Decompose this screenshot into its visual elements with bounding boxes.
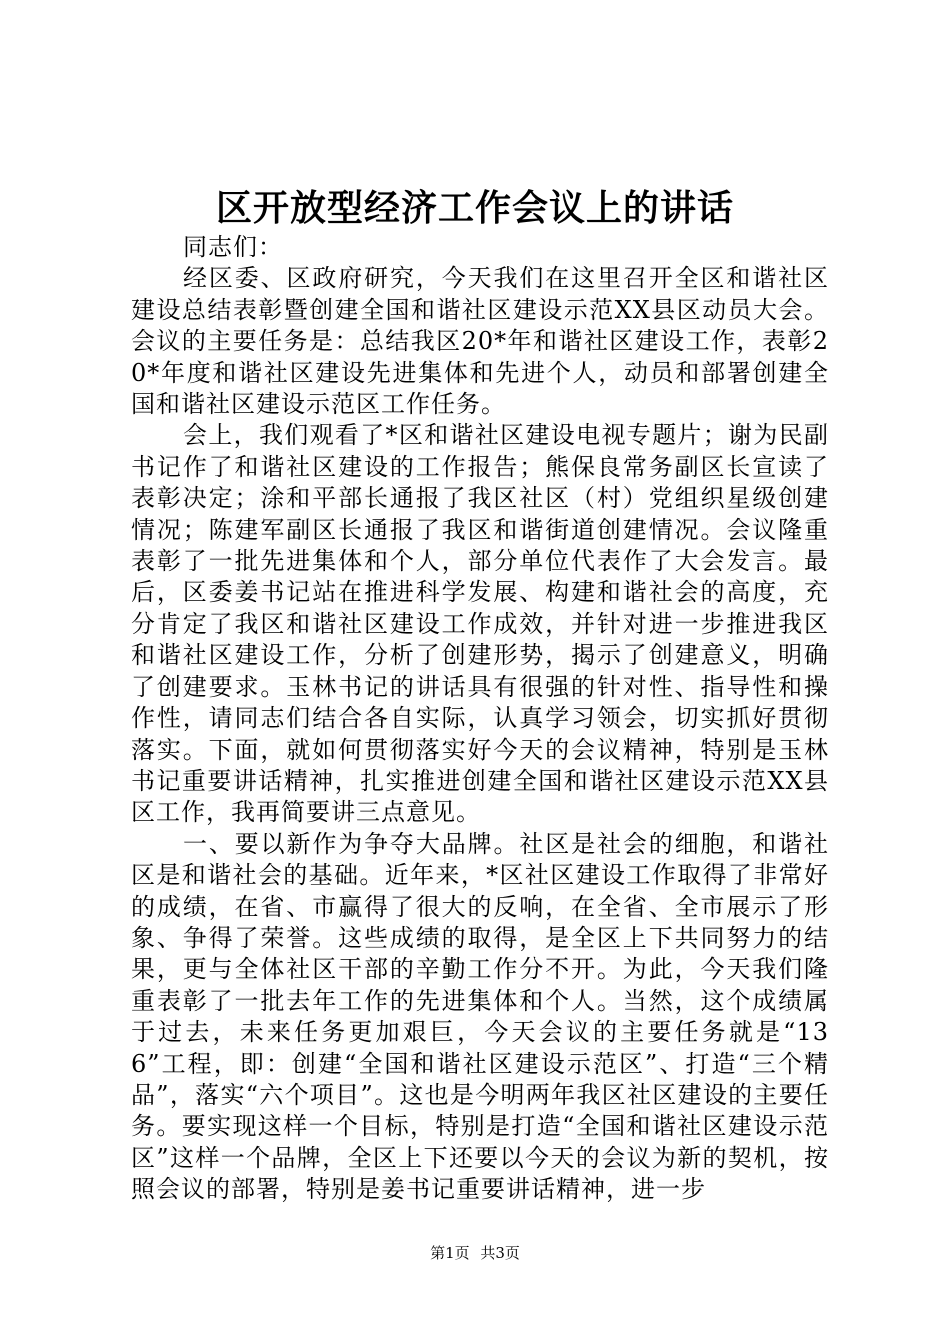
paragraph-review: 会上，我们观看了*区和谐社区建设电视专题片；谢为民副书记作了和谐社区建设的工作报告；熊保良常务副区长宣读了表彰决定；涂和平部长通报了我区社区（村）党组织星级创建情况；陈建军副区长通报了我区和谐街道创建情况。会议隆重表彰了一批先进集体和个人，部分单位代表作了大会发言。最后，区委姜书记站在推进科学发展、构建和谐社会的高度，充分肯定了我区和谐社区建设工作成效，并针对进一步推进我区和谐社区建设工作，分析了创建形势，揭示了创建意义，明确了创建要求。玉林书记的讲话具有很强的针对性、指导性和操作性，请同志们结合各自实际，认真学习领会，切实抓好贯彻落实。下面，就如何贯彻落实好今天的会议精神，特别是玉林书记重要讲话精神，扎实推进创建全国和谐社区建设示范XX县区工作，我再简要讲三点意见。 [131,421,829,827]
salutation: 同志们： [183,233,283,261]
page-total: 共3页 [480,1244,520,1262]
document-body [131,232,829,1206]
page-footer [0,1242,950,1264]
page-number: 第1页 [430,1244,470,1262]
document-title: 区开放型经济工作会议上的讲话 [215,187,734,229]
paragraph-point-one: 一、要以新作为争夺大品牌。社区是社会的细胞，和谐社区是和谐社会的基础。近年来，*区社区建设工作取得了非常好的成绩，在省、市赢得了很大的反响，在全省、全市展示了形象、争得了荣誉。这些成绩的取得，是全区上下共同努力的结果，更与全体社区干部的辛勤工作分不开。为此，今天我们隆重表彰了一批去年工作的先进集体和个人。当然，这个成绩属于过去，未来任务更加艰巨，今天会议的主要任务就是“136”工程，即：创建“全国和谐社区建设示范区”、打造“三个精品”，落实“六个项目”。这也是今明两年我区社区建设的主要任务。要实现这样一个目标，特别是打造“全国和谐社区建设示范区”这样一个品牌，全区上下还要以今天的会议为新的契机，按照会议的部署，特别是姜书记重要讲话精神，进一步 [131,829,829,1204]
paragraph-intro: 经区委、区政府研究，今天我们在这里召开全区和谐社区建设总结表彰暨创建全国和谐社区建设示范XX县区动员大会。会议的主要任务是：总结我区20*年和谐社区建设工作，表彰20*年度和谐社区建设先进集体和先进个人，动员和部署创建全国和谐社区建设示范区工作任务。 [131,264,829,419]
